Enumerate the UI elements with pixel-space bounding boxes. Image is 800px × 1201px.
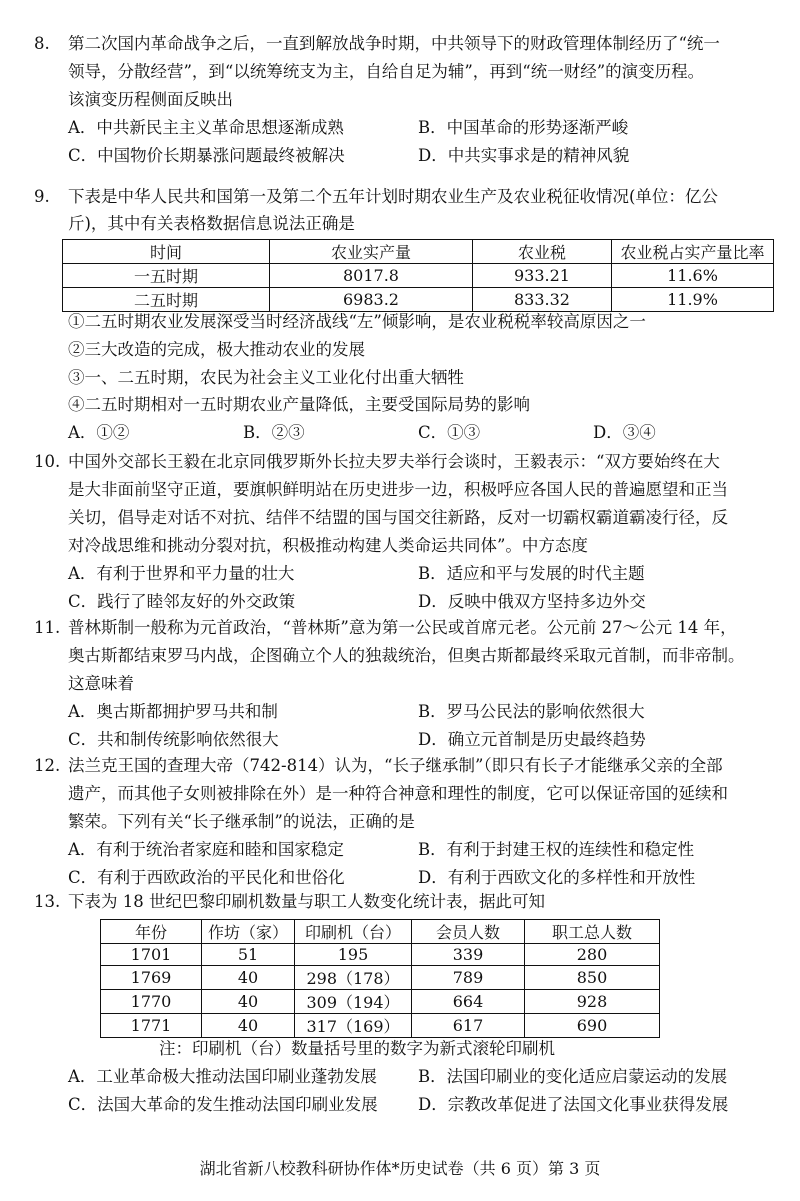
table-header-cell: 职工总人数 — [525, 920, 660, 944]
table-header-cell: 农业实产量 — [270, 240, 473, 264]
question-stem-line: 下表是中华人民共和国第一及第二个五年计划时期农业生产及农业税征收情况(单位：亿公 — [68, 187, 718, 206]
table-header-cell: 作坊（家） — [202, 920, 295, 944]
page-footer: 湖北省新八校教科研协作体*历史试卷（共 6 页）第 3 页 — [199, 1159, 601, 1178]
question-stem-line: 这意味着 — [68, 674, 134, 693]
table-cell: 1769 — [101, 966, 202, 990]
option-b: B．中国革命的形势逐渐严峻 — [418, 118, 629, 137]
table-cell: 690 — [525, 1014, 660, 1038]
statement-3: ③一、二五时期，农民为社会主义工业化付出重大牺牲 — [68, 368, 464, 387]
question-stem-line: 普林斯制一般称为元首政治，“普林斯”意为第一公民或首席元老。公元前 27～公元 14 年， — [68, 618, 737, 637]
option-d: D．③④ — [593, 423, 656, 442]
question-stem-line: 斤)，其中有关表格数据信息说法正确是 — [68, 214, 355, 233]
question-number: 13. — [34, 892, 61, 911]
table-cell: 664 — [412, 990, 525, 1014]
printing-table — [100, 919, 660, 1038]
table-cell: 309（194） — [295, 990, 412, 1014]
table-row — [101, 944, 660, 966]
table-cell: 51 — [202, 944, 295, 966]
statement-4: ④二五时期相对一五时期农业产量降低，主要受国际局势的影响 — [68, 395, 530, 414]
option-a: A．有利于统治者家庭和睦和国家稳定 — [68, 840, 344, 859]
question-stem-line: 关切，倡导走对话不对抗、结伴不结盟的国与国交往新路，反对一切霸权霸道霸凌行径，反 — [68, 508, 728, 527]
question-stem-line: 中国外交部长王毅在北京同俄罗斯外长拉夫罗夫举行会谈时，王毅表示：“双方要始终在大 — [68, 452, 720, 471]
question-stem-line: 第二次国内革命战争之后，一直到解放战争时期，中共领导下的财政管理体制经历了“统一 — [68, 34, 720, 53]
option-d: D．中共实事求是的精神风貌 — [418, 146, 630, 165]
question-stem-line: 对冷战思维和挑动分裂对抗，积极推动构建人类命运共同体”。中方态度 — [68, 536, 588, 555]
table-cell: 280 — [525, 944, 660, 966]
table-cell: 850 — [525, 966, 660, 990]
table-header-cell: 时间 — [63, 240, 270, 264]
option-c: C．共和制传统影响依然很大 — [68, 730, 279, 749]
statement-2: ②三大改造的完成，极大推动农业的发展 — [68, 340, 365, 359]
table-row — [63, 264, 774, 288]
table-cell: 317（169） — [295, 1014, 412, 1038]
option-c: C．中国物价长期暴涨问题最终被解决 — [68, 146, 345, 165]
option-b: B．法国印刷业的变化适应启蒙运动的发展 — [418, 1067, 728, 1086]
question-stem-line: 该演变历程侧面反映出 — [68, 90, 233, 109]
table-cell: 二五时期 — [63, 288, 270, 312]
table-row — [101, 1014, 660, 1038]
option-d: D．确立元首制是历史最终趋势 — [418, 730, 646, 749]
option-a: A．工业革命极大推动法国印刷业蓬勃发展 — [68, 1067, 377, 1086]
question-number: 10. — [34, 452, 61, 471]
table-cell: 11.6% — [612, 264, 774, 288]
option-a: A．奥古斯都拥护罗马共和制 — [68, 702, 278, 721]
option-c: C．法国大革命的发生推动法国印刷业发展 — [68, 1095, 378, 1114]
option-a: A．①② — [68, 423, 130, 442]
table-cell: 298（178） — [295, 966, 412, 990]
table-cell: 8017.8 — [270, 264, 473, 288]
agri-tax-table — [62, 239, 774, 312]
question-stem-line: 领导，分散经营”，到“以统筹统支为主，自给自足为辅”，再到“统一财经”的演变历程。 — [68, 62, 705, 81]
table-header-row — [101, 920, 660, 944]
statement-1: ①二五时期农业发展深受当时经济战线“左”倾影响，是农业税税率较高原因之一 — [68, 312, 646, 331]
option-c: C．有利于西欧政治的平民化和世俗化 — [68, 868, 345, 887]
table-cell: 6983.2 — [270, 288, 473, 312]
table-cell: 40 — [202, 990, 295, 1014]
table-header-cell: 印刷机（台） — [295, 920, 412, 944]
question-number: 12. — [34, 756, 61, 775]
option-d: D．有利于西欧文化的多样性和开放性 — [418, 868, 696, 887]
question-stem-line: 是大非面前坚守正道，要旗帜鲜明站在历史进步一边，积极呼应各国人民的普遍愿望和正当 — [68, 480, 728, 499]
table-note: 注：印刷机（台）数量括号里的数字为新式滚轮印刷机 — [159, 1039, 555, 1058]
table-header-cell: 会员人数 — [412, 920, 525, 944]
option-c: C．①③ — [418, 423, 481, 442]
table-cell: 1771 — [101, 1014, 202, 1038]
table-cell: 1770 — [101, 990, 202, 1014]
option-c: C．践行了睦邻友好的外交政策 — [68, 592, 296, 611]
option-b: B．罗马公民法的影响依然很大 — [418, 702, 645, 721]
option-d: D．宗教改革促进了法国文化事业获得发展 — [418, 1095, 729, 1114]
option-b: B．有利于封建王权的连续性和稳定性 — [418, 840, 695, 859]
table-header-cell: 年份 — [101, 920, 202, 944]
table-cell: 789 — [412, 966, 525, 990]
table-cell: 40 — [202, 966, 295, 990]
table-header-cell: 农业税占实产量比率 — [612, 240, 774, 264]
table-row — [101, 966, 660, 990]
option-b: B．适应和平与发展的时代主题 — [418, 564, 645, 583]
table-row — [63, 288, 774, 312]
question-stem-line: 奥古斯都结束罗马内战，企图确立个人的独裁统治，但奥古斯都最终采取元首制，而非帝制。 — [68, 646, 745, 665]
question-stem-line: 下表为 18 世纪巴黎印刷机数量与职工人数变化统计表，据此可知 — [68, 892, 545, 911]
table-cell: 195 — [295, 944, 412, 966]
table-cell: 1701 — [101, 944, 202, 966]
table-cell: 833.32 — [473, 288, 612, 312]
table-cell: 一五时期 — [63, 264, 270, 288]
option-d: D．反映中俄双方坚持多边外交 — [418, 592, 646, 611]
option-b: B．②③ — [243, 423, 305, 442]
question-stem-line: 遗产，而其他子女则被排除在外）是一种符合神意和理性的制度，它可以保证帝国的延续和 — [68, 784, 728, 803]
question-stem-line: 法兰克王国的查理大帝（742-814）认为，“长子继承制”（即只有长子才能继承父亲的全部 — [68, 756, 723, 775]
table-header-cell: 农业税 — [473, 240, 612, 264]
table-cell: 11.9% — [612, 288, 774, 312]
table-row — [101, 990, 660, 1014]
table-cell: 933.21 — [473, 264, 612, 288]
question-number: 9. — [34, 187, 50, 206]
question-stem-line: 繁荣。下列有关“长子继承制”的说法，正确的是 — [68, 812, 415, 831]
table-header-row — [63, 240, 774, 264]
question-number: 11. — [34, 618, 61, 637]
table-cell: 40 — [202, 1014, 295, 1038]
table-cell: 339 — [412, 944, 525, 966]
table-cell: 617 — [412, 1014, 525, 1038]
table-cell: 928 — [525, 990, 660, 1014]
option-a: A．有利于世界和平力量的壮大 — [68, 564, 295, 583]
question-number: 8. — [34, 34, 50, 53]
option-a: A．中共新民主主义革命思想逐渐成熟 — [68, 118, 344, 137]
